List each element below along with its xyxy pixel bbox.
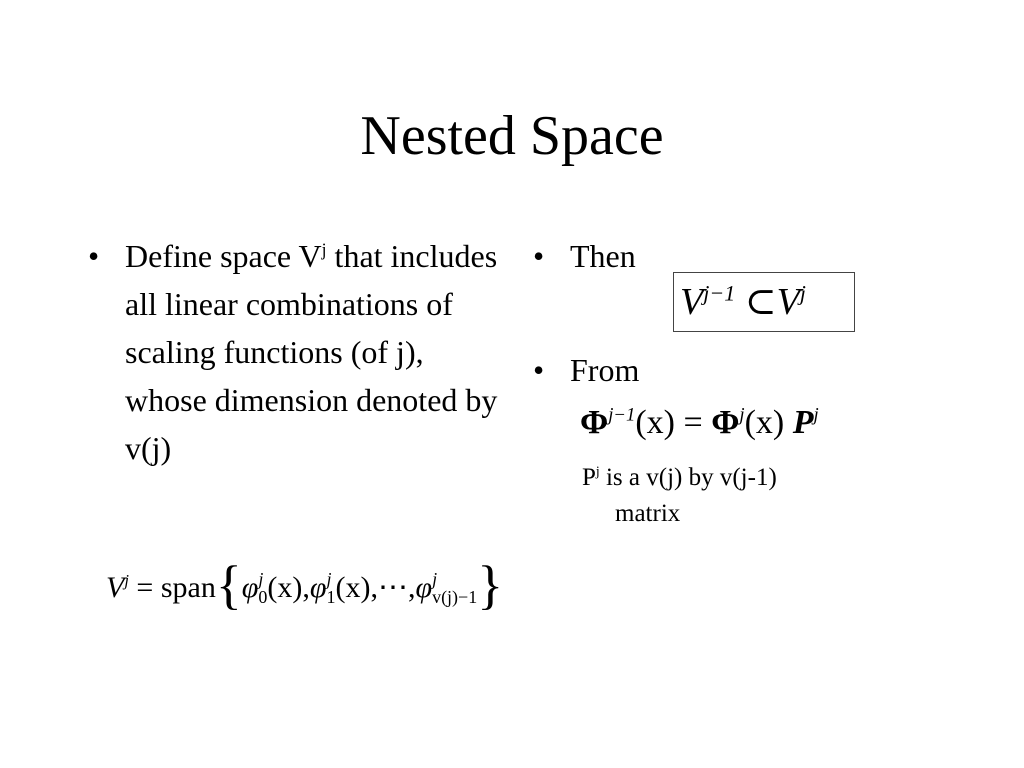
eq-v-sup-rhs: j [799, 280, 806, 306]
phi-lhs-arg: (x) [635, 404, 676, 441]
phi-term-3-indices [432, 570, 477, 606]
span-v-base: V [106, 571, 125, 604]
refinement-equation [580, 396, 819, 450]
subset-symbol: ⊂ [744, 281, 777, 323]
left-bullet [88, 232, 508, 472]
close-brace: } [477, 555, 504, 615]
phi-term-1-sub: 0 [258, 587, 268, 608]
left-bullet-text-start: Define space V [125, 238, 322, 274]
bullet-dot: • [533, 352, 545, 388]
phi-lhs-sup: j−1 [608, 404, 636, 426]
phi-term-2-indices [326, 570, 335, 606]
eq-v-sup: j−1 [703, 280, 736, 306]
right-bullet-then [533, 232, 636, 280]
phi-rhs-sup: j [739, 404, 745, 426]
p-matrix-sup: j [813, 404, 819, 426]
right-bullet-from-text: From [570, 352, 640, 388]
note-p-sup: j [595, 463, 600, 479]
note-p: P [582, 464, 596, 491]
span-v-sup: j [124, 571, 129, 590]
left-bullet-text [125, 232, 508, 472]
span-function: span [160, 571, 216, 604]
left-bullet-text-end: that includes all linear combinations of scaling functions (of j), whose dimension denoted by v(j) [125, 238, 498, 466]
phi-term-1-sup: j [258, 569, 264, 590]
right-bullet-from [533, 346, 639, 394]
phi-term-3-sup: j [432, 569, 438, 590]
phi-term-2-sub: 1 [326, 587, 336, 608]
left-bullet-sup: j [321, 239, 327, 260]
p-matrix-note [582, 460, 882, 532]
eq-v-base: V [680, 281, 704, 323]
phi-matrix-lhs: Φ [580, 404, 609, 441]
p-matrix: P [792, 404, 814, 441]
eq-v-base-rhs: V [776, 281, 800, 323]
phi-term-1: φ [241, 571, 259, 604]
bullet-dot: • [533, 238, 545, 274]
note-line1: is a v(j) by v(j-1) [599, 464, 777, 491]
ellipsis: ⋯, [377, 571, 416, 604]
right-bullet-then-text: Then [570, 238, 636, 274]
phi-term-1-indices [258, 570, 267, 606]
phi-term-1-arg: (x), [267, 571, 310, 604]
phi-rhs-arg: (x) [744, 404, 785, 441]
slide-title: Nested Space [360, 105, 664, 167]
phi-matrix-rhs: Φ [711, 404, 740, 441]
phi-term-3: φ [415, 571, 433, 604]
bullet-dot: • [88, 238, 100, 274]
phi-term-3-sub: v(j)−1 [432, 587, 478, 608]
phi-term-2-sup: j [326, 569, 332, 590]
phi-term-2: φ [309, 571, 327, 604]
subset-equation-box [673, 272, 855, 332]
span-equation [106, 556, 503, 620]
open-brace: { [215, 555, 242, 615]
equals-sign: = [683, 404, 703, 441]
note-line2: matrix [615, 500, 681, 527]
phi-term-2-arg: (x), [335, 571, 378, 604]
span-equals: = [136, 571, 154, 604]
